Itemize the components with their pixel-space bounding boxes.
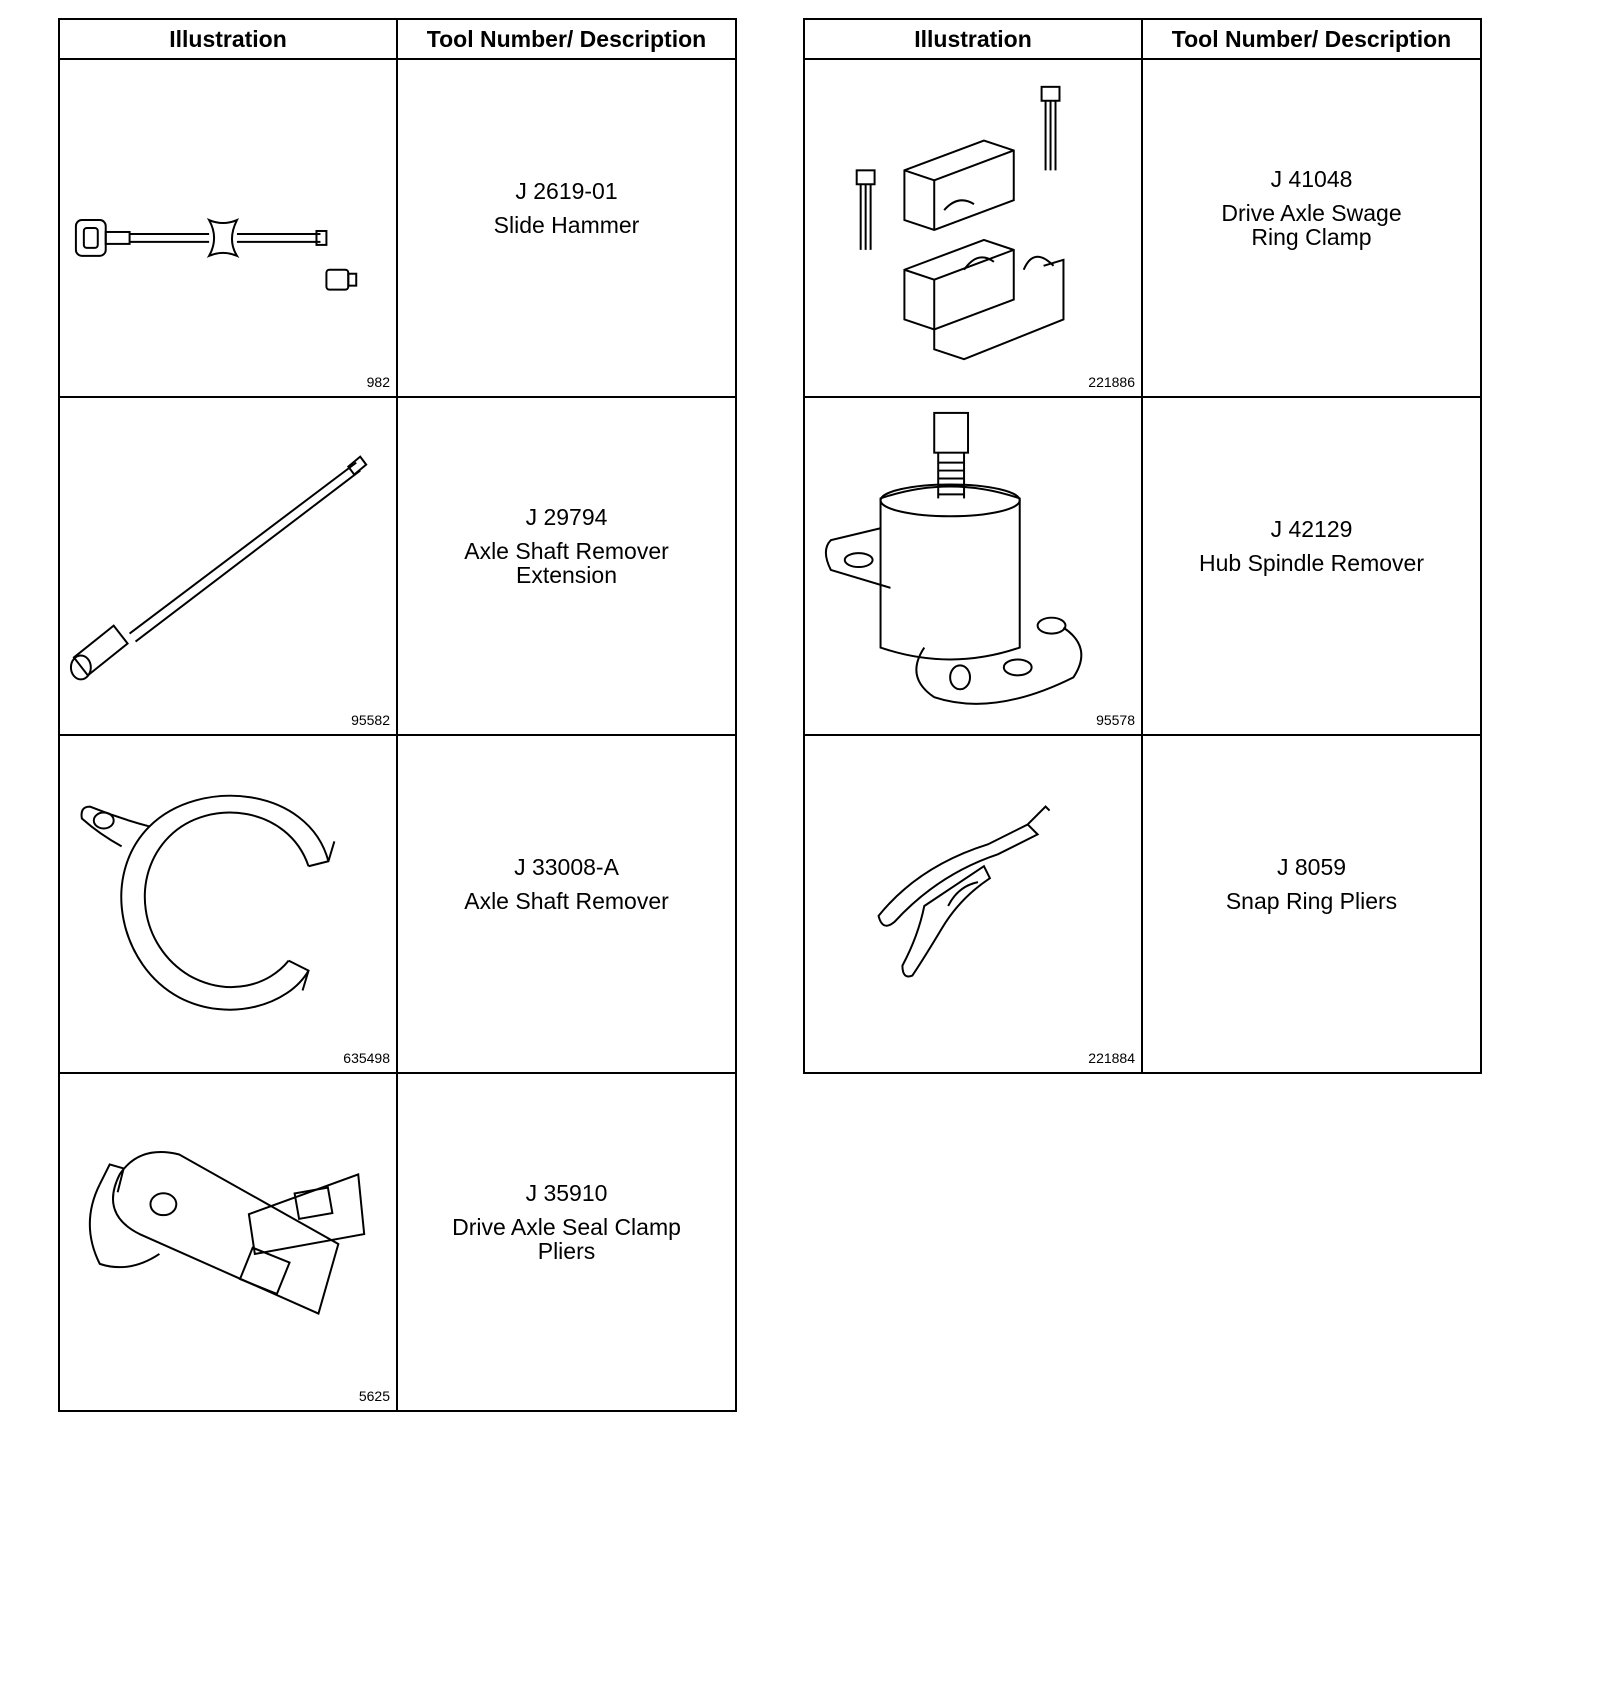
tool-description: Hub Spindle Remover bbox=[1198, 550, 1424, 576]
tool-description: Axle Shaft Remover bbox=[464, 888, 669, 914]
tool-description: Drive Axle Swage Ring Clamp bbox=[1221, 200, 1402, 250]
swage-clamp-icon bbox=[805, 60, 1141, 396]
description-cell bbox=[1142, 397, 1481, 735]
illustration-cell bbox=[59, 397, 397, 735]
figure-number: 221884 bbox=[1088, 1050, 1135, 1066]
tool-table-right bbox=[803, 18, 1482, 1074]
header-row bbox=[804, 19, 1481, 59]
tool-number: J 8059 bbox=[1276, 854, 1347, 880]
description-cell bbox=[397, 735, 736, 1073]
table-row bbox=[59, 1073, 736, 1411]
tool-table-left bbox=[58, 18, 737, 1412]
tool-header: Tool Number/ Description bbox=[397, 19, 736, 59]
tool-number: J 2619-01 bbox=[515, 178, 618, 204]
c-remover-icon bbox=[60, 736, 396, 1072]
description-cell bbox=[397, 59, 736, 397]
table-row bbox=[804, 59, 1481, 397]
figure-number: 635498 bbox=[343, 1050, 390, 1066]
table-row bbox=[804, 397, 1481, 735]
description-cell bbox=[397, 397, 736, 735]
tool-number: J 35910 bbox=[525, 1180, 608, 1206]
illustration-cell bbox=[59, 59, 397, 397]
tool-number: J 41048 bbox=[1270, 166, 1353, 192]
description-cell bbox=[1142, 735, 1481, 1073]
illustration-cell bbox=[59, 735, 397, 1073]
slide-hammer-icon bbox=[60, 60, 396, 396]
hub-remover-icon bbox=[805, 398, 1141, 734]
illustration-header: Illustration bbox=[804, 19, 1142, 59]
figure-number: 95582 bbox=[351, 712, 390, 728]
description-cell bbox=[397, 1073, 736, 1411]
clamp-pliers-icon bbox=[60, 1074, 396, 1410]
illustration-cell bbox=[804, 735, 1142, 1073]
table-row bbox=[59, 735, 736, 1073]
table-row bbox=[59, 59, 736, 397]
tool-number: J 42129 bbox=[1270, 516, 1353, 542]
tool-description: Slide Hammer bbox=[493, 212, 640, 238]
tool-number: J 29794 bbox=[525, 504, 608, 530]
table-row bbox=[59, 397, 736, 735]
tool-header: Tool Number/ Description bbox=[1142, 19, 1481, 59]
tool-description: Drive Axle Seal Clamp Pliers bbox=[452, 1214, 681, 1264]
illustration-cell bbox=[59, 1073, 397, 1411]
header-row bbox=[59, 19, 736, 59]
tool-description: Axle Shaft Remover Extension bbox=[464, 538, 669, 588]
extension-rod-icon bbox=[60, 398, 396, 734]
figure-number: 5625 bbox=[358, 1388, 390, 1404]
figure-number: 982 bbox=[366, 374, 390, 390]
illustration-cell bbox=[804, 397, 1142, 735]
tool-description: Snap Ring Pliers bbox=[1225, 888, 1398, 914]
tool-number: J 33008-A bbox=[514, 854, 619, 880]
snap-ring-pliers-icon bbox=[805, 736, 1141, 1072]
illustration-cell bbox=[804, 59, 1142, 397]
figure-number: 95578 bbox=[1096, 712, 1135, 728]
description-cell bbox=[1142, 59, 1481, 397]
figure-number: 221886 bbox=[1088, 374, 1135, 390]
table-row bbox=[804, 735, 1481, 1073]
illustration-header: Illustration bbox=[59, 19, 397, 59]
